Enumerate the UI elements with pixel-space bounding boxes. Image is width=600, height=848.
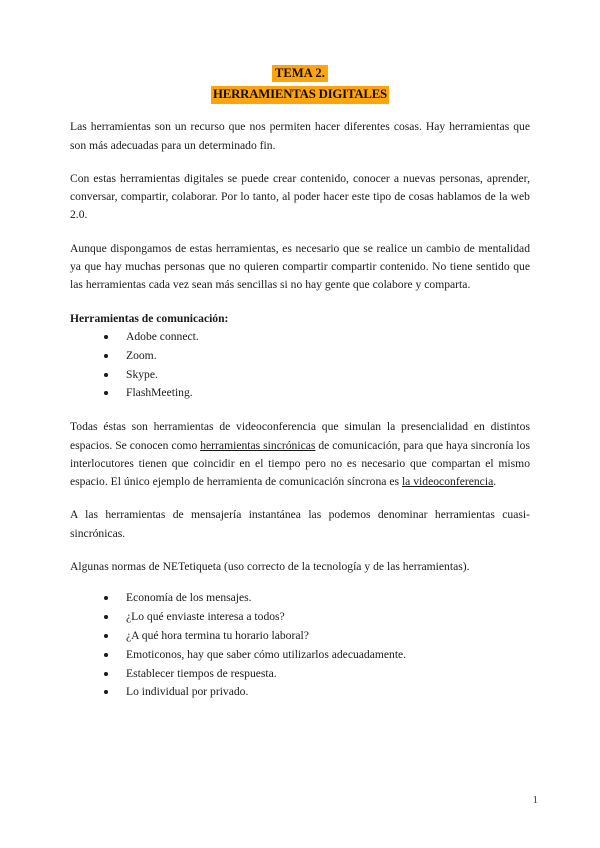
list-netiqueta: [70, 589, 530, 702]
list-item: Establecer tiempos de respuesta.: [104, 665, 530, 684]
title-line-2: [70, 83, 530, 104]
title-line-2-text: HERRAMIENTAS DIGITALES: [211, 86, 389, 104]
heading-herramientas-comunicacion: Herramientas de comunicación:: [70, 311, 229, 325]
title-line-1: [70, 62, 530, 83]
list-item: Skype.: [104, 366, 530, 385]
list-item: Emoticonos, hay que saber cómo utilizarlos adecuadamente.: [104, 646, 530, 665]
videoconferencia-text-part-1: Todas éstas son herramientas de videoconferencia que simulan la presencialidad en distintos espacios. Se conocen como: [70, 420, 530, 452]
list-item: Adobe connect.: [104, 328, 530, 347]
videoconferencia-text-part-3: .: [493, 475, 497, 489]
document-content: [70, 62, 530, 702]
list-item: Zoom.: [104, 347, 530, 366]
list-item: ¿A qué hora termina tu horario laboral?: [104, 627, 530, 646]
underlined-herramientas-sincronicas: herramientas sincrónicas: [200, 438, 316, 452]
page-number: 1: [532, 794, 538, 806]
paragraph-intro: Las herramientas son un recurso que nos permiten hacer diferentes cosas. Hay herramientas que son más adecuadas para un determinado fin.: [70, 120, 530, 152]
videoconferencia-text-part-2: de comunicación, para que haya sincronía los interlocutores tienen que coincidir en el tiempo pero no es necesario que compartan el mismo espacio. El único ejemplo de herramienta de comunicación síncrona es: [70, 438, 530, 489]
paragraph-netiqueta-intro: Algunas normas de NETetiqueta (uso correcto de la tecnología y de las herramientas).: [70, 560, 470, 574]
list-herramientas-comunicacion: [70, 328, 530, 403]
paragraph-videoconferencia: [70, 418, 530, 491]
underlined-la-videoconferencia: la videoconferencia: [401, 475, 494, 489]
document-title: [70, 62, 530, 104]
list-item: ¿Lo qué enviaste interesa a todos?: [104, 608, 530, 627]
title-line-1-text: TEMA 2.: [272, 65, 328, 82]
paragraph-mensajeria: A las herramientas de mensajería instantánea las podemos denominar herramientas cuasi-sincrónicas.: [70, 508, 530, 540]
list-item: Lo individual por privado.: [104, 683, 530, 702]
list-item: FlashMeeting.: [104, 384, 530, 403]
paragraph-mentalidad: Aunque dispongamos de estas herramientas, es necesario que se realice un cambio de mentalidad ya que hay muchas personas que no quieren compartir compartir contenido. No tiene sentido que las herramientas cada vez sean más sencillas si no hay gente que colabore y comparta.: [70, 241, 530, 292]
list-item: Economía de los mensajes.: [104, 589, 530, 608]
paragraph-web20: Con estas herramientas digitales se puede crear contenido, conocer a nuevas personas, aprender, conversar, compartir, colaborar. Por lo tanto, al poder hacer este tipo de cosas hablamos de la web 2.0.: [70, 171, 530, 222]
